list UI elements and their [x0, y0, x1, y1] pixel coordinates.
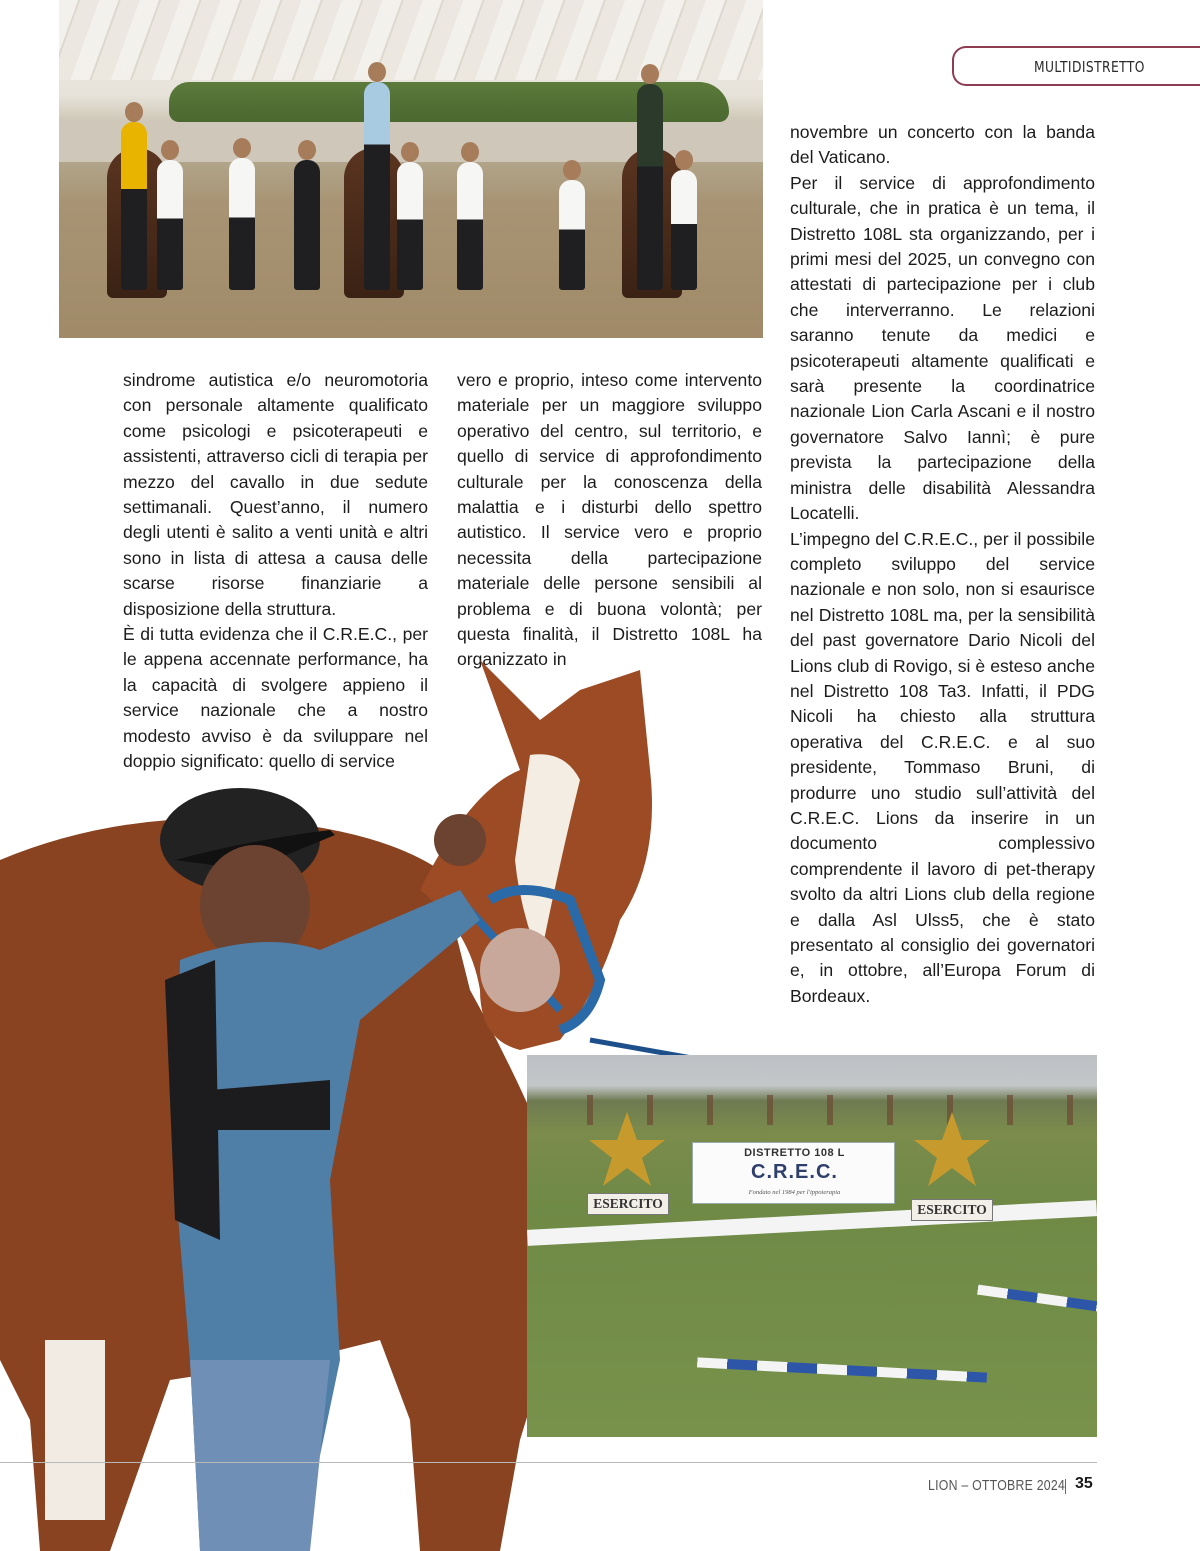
paragraph: sindrome autistica e/o neuromotoria con personale altamente qualificato come psicologi e psicoterapeuti e assistenti, attraverso cicli di terapia per mezzo del cavallo in due sedute settimanali. Quest’anno, il numero degli utenti è salito a venti unità e altri sono in lista di attesa a causa delle scarse risorse finanziarie a disposizione della struttura.: [123, 370, 428, 619]
section-label: MULTIDISTRETTO: [1034, 58, 1145, 76]
pole: [977, 1285, 1097, 1316]
group-photo: [59, 0, 763, 338]
footer-separator: [1065, 1479, 1066, 1494]
paragraph: vero e proprio, inteso come intervento materiale per un maggiore sviluppo operativo del centro, sul territorio, e quello di service di approfondimento culturale per la conoscenza della malattia e i disturbi dello spettro autistico. Il service vero e proprio necessita della partecipazione materiale delle persone sensibili al problema e di buona volontà; per questa finalità, il Distretto 108L ha organizzato in: [457, 370, 762, 670]
person: [294, 160, 320, 290]
crec-banner: [692, 1142, 895, 1204]
rider: [364, 82, 390, 290]
text-column-1: [123, 368, 428, 622]
esercito-sign-right: ESERCITO: [911, 1199, 993, 1221]
person: [229, 158, 255, 290]
person: [157, 160, 183, 290]
banner-title: DISTRETTO 108 L: [744, 1147, 845, 1159]
paragraph: novembre un concerto con la banda del Vaticano.: [790, 122, 1095, 168]
person: [457, 162, 483, 290]
rider: [121, 122, 147, 290]
crec-field-photo: [527, 1055, 1097, 1437]
star-icon: [587, 1110, 667, 1190]
text-column-2: [457, 368, 762, 673]
pole: [697, 1357, 987, 1382]
person: [671, 170, 697, 290]
publication-label: LION – OTTOBRE 2024: [928, 1477, 1066, 1494]
footer-rule: [0, 1462, 1097, 1463]
text-column-3: [790, 120, 1095, 1009]
rider: [637, 84, 663, 290]
banner-subtitle: Fondato nel 1984 per l'ippoterapia: [748, 1189, 841, 1196]
banner-name: C.R.E.C.: [751, 1161, 838, 1183]
person: [397, 162, 423, 290]
person: [559, 180, 585, 290]
paragraph: Per il service di approfondimento culturale, che in pratica è un tema, il Distretto 108L sta organizzando, per i primi mesi del 2025, un convegno con attestati di partecipazione per i club che interverranno. Le relazioni saranno tenute da medici e psicoterapeuti altamente qualificati e sarà presente la coordinatrice nazionale Lion Carla Ascani e il nostro governatore Salvo Iannì; è pure prevista la partecipazione della ministra delle disabilità Alessandra Locatelli.: [790, 172, 1095, 524]
paragraph: È di tutta evidenza che il C.R.E.C., per le appena accennate performance, ha la capacità di svolgere appieno il service nazionale che a nostro modesto avviso è da sviluppare nel doppio significato: quello di service: [123, 624, 428, 772]
star-icon: [912, 1110, 992, 1190]
paragraph: L’impegno del C.R.E.C., per il possibile completo sviluppo del service nazionale e non solo, non si esaurisce nel Distretto 108L ma, per la sensibilità del past governatore Dario Nicoli del Lions club di Rovigo, si è esteso anche nel Distretto 108 Ta3. Infatti, il PDG Nicoli ha chiesto alla struttura operativa del C.R.E.C. e al suo presidente, Tommaso Bruni, di produrre uno studio sull’attività del C.R.E.C. Lions da inserire in un documento complessivo comprendente il lavoro di pet-therapy svolto da altri Lions club della regione e dalla Asl Ulss5, che è stato presentato al consiglio dei governatori e, in ottobre, all’Europa Forum di Bordeaux.: [790, 528, 1095, 1006]
page-number: 35: [1075, 1475, 1093, 1492]
esercito-sign-left: ESERCITO: [587, 1193, 669, 1215]
